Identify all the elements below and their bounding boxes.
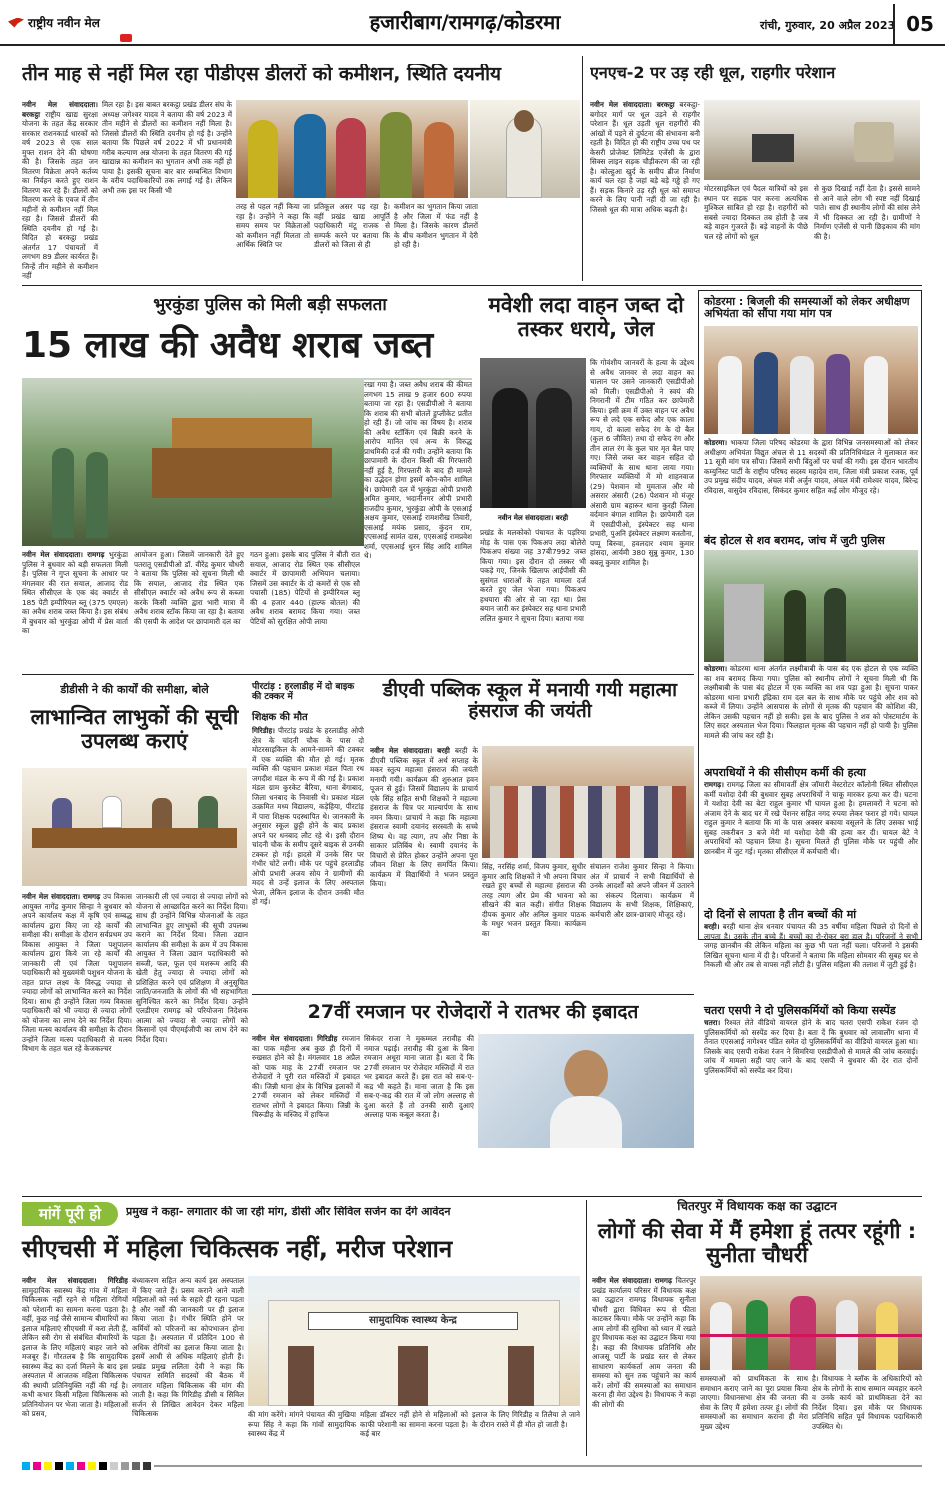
chatra-body xyxy=(704,1018,918,1096)
section-divider xyxy=(22,1196,922,1197)
ddc-dateline: नवीन मेल संवाददाता। xyxy=(22,892,81,901)
registration-swatch xyxy=(99,1462,107,1470)
dav-place: बरही xyxy=(437,746,450,755)
sunita-col1-text: चितरपुर प्रखंड कार्यालय परिसर में विधायक कक्ष का उद्घाटन रामगढ़ विधायक सुनीता चौधरी द्वारा विधिवत रूप से फीता काटकर किया। मौके पर उन्होंने कहा कि आम लोगों की सुविधा को ध्यान में रखते हुए विधायक कक्ष का उद्घाटन किया गया है। कहा की विधायक प्रतिनिधि और आजसू पार्टी के प्रखंड स्तर से लेकर साधारण कार्यकर्ता आम जनता की समस्या को सुन तक पहुंचाने का कार्य करें। लोगों की समस्याओं का समाधान करना ही मेरा उद्देश्य है। विधायक ने कहा की लोगों की xyxy=(592,1276,696,1409)
drowning-text: बरही थाना क्षेत्र धनवार पंचायत की 35 वर्षीया महिला पिछले दो दिनों से लापता है। उसके तीन बच्चे हैं। बच्चों का रो-रोकर बुरा हाल है। परिजनों ने सभी जगह छानबीन की लेकिन महिला का कुछ भी पता नहीं चला। परिजनों ने इसकी लिखित सूचना थाना में दी है। परिजनों ने बताया कि महिला सोमवार की सुबह घर से निकली थी और तब से वापस नहीं लौटी है। पुलिस महिला की तलाश में जुटी हुई है। xyxy=(704,922,918,969)
registration-swatch xyxy=(33,1462,41,1470)
masthead xyxy=(8,14,100,31)
ddc-col1-text: उप विकास आयुक्त नागेंद्र कुमार सिन्हा ने बुधवार को अपने कार्यालय कक्ष में कृषि एवं सम्बद्ध कार्यालय द्वारा किए जा रहे कार्यों की समीक्षा की। समीक्षा के दौरान सर्वप्रथम उप विकास आयुक्त ने जिला पशुपालन कार्यालय द्वारा किये जा रहे कार्यों की जानकारी ली एवं जिला पशुपालन पदाधिकारी को मुख्यमंत्री पशुधन योजना के तहत प्राप्त लक्ष्य के विरुद्ध ज्यादा से ज्यादा लोगों को लाभान्वित करने का निर्देश दिया। साथ ही उन्होंने जिला गव्य विकास पदाधिकारी को भी ज्यादा से ज्यादा लोगों को योजना का लाभ देने का निर्देश दिया। जिला मत्स्य कार्यालय की समीक्षा के दौरान उन्होंने जिला मत्स्य पदाधिकारी से मत्स्य विभाग के तहत चल रहे केजकल्चर xyxy=(22,892,132,1053)
section-divider xyxy=(22,674,694,675)
dav-col1-text: बरही के डीएवी पब्लिक स्कूल में अर्थ सप्ताह के मकर स्तुत्य महात्मा हंसराज की जयंती मनायी गयी। कार्यक्रम की शुरुआत हवन पूजन से हुई। जिसमें विद्यालय के प्राचार्य एके सिंह सहित सभी शिक्षकों ने महात्मा हंसराज के चित्र पर माल्यार्पण के साथ नमन किया। प्राचार्य ने कहा कि महात्मा हंसराज स्वामी दयानंद सरस्वती के सच्चे शिष्य थे। वह त्याग, तप और निष्ठा के साकार प्रतिबिंब थे। स्वामी दयानंद के विचारों से प्रेरित होकर उन्होंने अपना पूरा जीवन शिक्षा के लिए समर्पित किया। कार्यक्रम में विद्यार्थियों ने भजन प्रस्तुत किया। xyxy=(370,746,478,888)
sunita-kicker: चितरपुर में विधायक कक्ष का उद्घाटन xyxy=(677,1199,837,1213)
registration-swatch xyxy=(88,1462,96,1470)
nh2-headline: एनएच-2 पर उड़ रही धूल, राहगीर परेशान xyxy=(590,64,836,82)
chc-dateline: नवीन मेल संवाददाता। xyxy=(22,1276,97,1285)
koderma-power-dateline: कोडरमा। xyxy=(704,438,728,447)
ddc-kicker: डीडीसी ने की कार्यों की समीक्षा, बोले xyxy=(60,683,209,696)
chatra-text: रिश्वत लेते वीडियो वायरल होने के बाद चतरा एसपी राकेश रंजन दो पुलिसकर्मियों को सस्पेंड कर दिया है। बता दें कि बुधवार को लावालौंग थाना में तैनात एएसआई नागेश्वर पंडित समेत दो पुलिसकर्मियों का वीडियो वायरल हुआ था। जिसके बाद एसपी राकेश रंजन ने सिमरिया एसडीपीओ से मामले की जांच करवाई। जांच में मामला सही पाए जाने के बाद एसपी ने बुधवार की देर रात दोनों पुलिसकर्मियों को सस्पेंड कर दिया। xyxy=(704,1018,918,1075)
registration-swatch xyxy=(55,1462,63,1470)
pds-photo-women xyxy=(236,100,468,198)
bhurkunda-col1-text: भुरकुंडा पुलिस ने बुधवार को बड़ी सफलता मिली है। पुलिस ने गुप्त सूचना के आधार पर मंगलवार की रात सयाल, आजाद रोड स्थित सीसीएल के एक बंद क्वार्टर से 185 पेटी इम्पीरियल ब्लू (375 एमएल) का अवैध शराब जब्त किया है। इस संबंध में बुधवार को भुरकुंडा ओपी में प्रेस वार्ता का xyxy=(22,550,128,635)
ramzan-col1-text: रमजान का पाक महीना अब कुछ ही दिनों में रुखसत होने को है। मंगलवार 18 अप्रैल को पाक माह के 27वीं रमजान पर रोजेदारों ने पूरी रात मस्जिदों में इबादत की। जिन्नी थाना क्षेत्र के विभिन्न इलाकों में 27वीं रमजान को लेकर मस्जिदों में रातभर लोगों ने इबादत किया। जिन्नी के चिरूडीह के मस्जिद में हाफिज xyxy=(252,1034,360,1119)
pds-place: बरकट्ठा xyxy=(22,109,40,119)
registration-swatch xyxy=(44,1462,52,1470)
registration-swatch xyxy=(132,1462,140,1470)
nh2-col3: से कुछ दिखाई नहीं देता है। इससे सामने से आने वाले लोग भी स्पष्ट नहीं दिखाई पाते। साथ ही स्थानीय लोगों की सांस लेने में भी दिक्कत आ रही है। ग्रामीणों ने निर्माण एजेंसी से पानी छिड़काव की मांग की है। xyxy=(814,184,920,241)
ddc-photo-meeting xyxy=(22,768,247,886)
hotel-body-text: कोडरमा थाना अंतर्गत लक्ष्मीबाबी के पास बंद एक होटल से एक व्यक्ति का शव बरामद किया गया। पुलिस को स्थानीय लोगों ने सूचना मिली थी कि लक्ष्मीबाबी के पास बंद होटल में एक व्यक्ति का शव पड़ा हुआ है। सूचना पाकर कोडरमा थाना प्रभारी इंद्रिका राम दल बल के साथ मौके पर पहुंचे और शव को कब्जे में लिया। उन्होंने आसपास के लोगों से मृतक की पहचान की कोशिश की, लेकिन उसकी पहचान नहीं हो सकी। इस के बाद पुलिस ने शव को पोस्टमार्टम के लिए सदर अस्पताल भेज दिया। फिलहाल मृतक की पहचान नहीं हो पायी है। पुलिस मामले की जांच कर रही है। xyxy=(704,664,918,740)
bhurkunda-kicker: भुरकुंडा पुलिस को मिली बड़ी सफलता xyxy=(153,295,387,315)
registration-swatch xyxy=(121,1462,129,1470)
section-divider xyxy=(252,994,694,995)
ddc-col2: जानकारी ली एवं ज्यादा से ज्यादा लोगों को योजना से आच्छादित करने का निर्देश दिया। साथ ही उन्होंने विभिन्न योजनाओं के तहत लाभान्वित हुए लाभुकों की सूची उपलब्ध कराने का निर्देश दिया। जिला उद्यान कार्यालय की समीक्षा के क्रम में उप विकास आयुक्त ने जिला उद्यान पदाधिकारी को सब्जी, फल, फूल एवं मशरूम आदि की खेती हेतु ज्यादा से ज्यादा लोगों को प्रशिक्षित करने एवं प्रशिक्षण में अनुसूचित जाति/जनजाति के लोगों की भी सहभागिता सुनिश्चित करने का निर्देश दिया। उन्होंने एलडीएम रामगढ़ को परियोजना निदेशक आत्मा को ज्यादा से ज्यादा लोगों को किसानों एवं पीएमईजीपी का लाभ देने का निर्देश दिया। xyxy=(136,892,248,1044)
hotel-body-body xyxy=(704,664,918,764)
bhurkunda-col4: रखा गया है। जब्त अवैध शराब की कीमत लगभग 15 लाख 9 हजार 600 रुपया बताया जा रहा है। एसडीपीओ ने बताया कि शराब की सभी बोतलें डुप्लीकेट प्रतीत हो रही हैं। जो जांच का विषय है। शराब की अवैध स्टॉकिंग एवं बिक्री करने के आरोप मानित एवं अन्य के विरुद्ध प्राथमिकी दर्ज की गयी। उन्होंने बताया कि छापामारी के दौरान किसी की गिरफ्तारी नहीं हुई है, गिरफ्तारी के बाद ही मामले का उद्भेदन होगा इसमें कौन-कौन शामिल थे। छापेमारी दल में भुरकुंडा ओपी प्रभारी अमित कुमार, भदानीनगर ओपी प्रभारी राजदीप कुमार, भुरकुंडा ओपी के एसआई अक्षय कुमार, एसआई रामशरीख तिवारी, एसआई मयंक प्रसाद, कुंदन राम, एएसआई सामंत दास, एएसआई रामप्रवेश शर्मा, एएसआई धुरन सिंह आदि शामिल थे। xyxy=(364,380,472,668)
bhurkunda-col1 xyxy=(22,550,128,668)
pds-col2: मिल रहा है। इस बाबत बरकट्ठा प्रखंड डीलर संघ के अध्यक्ष जगेश्वर यादव ने बताया की वर्ष 2023 में तीन महीने से डीलरों का कमीशन नहीं मिला है। जिससे डीलरों की स्थिति दयनीय हो गई है। उन्होंने बताया कि पिछले वर्ष 2022 में भी प्रधानमंत्री गरीब कल्याण अन्न योजना के तहत वितरण की गई खाद्यान्न का कमीशन का भुगतान अभी तक नहीं हो पाया है। इसकी सूचना बार बार सम्बन्धित विभाग के वरीय पदाधिकारियों तक लगाई गई है। लेकिन अभी तक इस पर किसी भी xyxy=(102,100,232,195)
chc-col5: इलाज के लिए गिरिडीह व तिलैया ले जाने के दौरान रास्ते में ही मौत हो जाती है। xyxy=(472,1410,580,1429)
dav-dateline: नवीन मेल संवाददाता। xyxy=(370,746,433,755)
dav-headline: डीएवी पब्लिक स्कूल में मनायी गयी महात्मा हंसराज की जयंती xyxy=(382,679,678,723)
issue-dateline: रांची, गुरुवार, 20 अप्रैल 2023 xyxy=(760,19,896,32)
smugglers-headline: मवेशी लदा वाहन जब्त दो तस्कर धराये, जेल xyxy=(488,293,684,341)
pds-col4: प्रतिकूल असर पड़ रहा है। वहीं प्रखंड खाद्य आपूर्ति पदाधिकारी मंटू राजक से सम्पर्क करने पर बताया कि डीलरों को जिला से ही xyxy=(314,202,390,249)
chatra-headline: चतरा एसपी ने दो पुलिसकर्मियों को किया सस्पेंड xyxy=(704,1004,896,1017)
sunita-place: रामगढ़ xyxy=(654,1276,672,1285)
pirtand-kicker: पीरटांड़ : हरलाडीह में दो बाइक की टक्कर में xyxy=(252,682,355,703)
chc-col4: महिला डॉक्टर नहीं होने से महिलाओं को काफी परेशानी का सामना करना पड़ता है। कई बार xyxy=(360,1410,468,1438)
pirtand-text: पीरटांड़ प्रखंड के हरलाडीह ओपी क्षेत्र के चांदनी चौक के पास दो मोटरसाइकिल के आमने-सामने की टक्कर में एक व्यक्ति की मौत हो गई। मृतक व्यक्ति की पहचान प्रकाश मंडल पिता रथ जगदीश मंडल के रूप में की गई है। प्रकाश मंडल ग्राम कुरकेट बैरिया, थाना बेंगाबाद, जिला धनबाद के निवासी थे। प्रकाश मंडल उत्क्रमित मध्य विद्यालय, कड़ेहिया, पीरटांड़ में पारा शिक्षक पदस्थापित थे। जानकारी के अनुसार स्कूल छुट्टी होने के बाद प्रकाश अपने घर धनबाद लौट रहे थे। इसी दौरान चांदनी चौक के समीप दूसरे बाइक से उनकी टक्कर हो गई। हादसे में उनके सिर पर गंभीर चोटें लगी। मौके पर पहुंचे हरलाडीह ओपी प्रभारी अजय सोय ने ग्रामीणों की मदद से उन्हें इलाज के लिए अस्पताल भेजा, लेकिन इलाज के दौरान उनकी मौत हो गई। xyxy=(252,726,364,906)
column-divider xyxy=(586,1200,587,1456)
ccl-murder-dateline: रामगढ़। xyxy=(704,780,724,789)
nh2-place: बरकट्ठा xyxy=(656,100,675,109)
ramzan-place: गिरिडीह xyxy=(317,1034,338,1043)
pds-photo-dealer xyxy=(470,100,580,198)
ramzan-headline: 27वीं रमजान पर रोजेदारों ने रातभर की इबादत xyxy=(307,1001,639,1023)
pirtand-headline: शिक्षक की मौत xyxy=(252,712,308,723)
ramzan-dateline: नवीन मेल संवाददाता। xyxy=(252,1034,313,1043)
section-title: हजारीबाग/रामगढ़/कोडरमा xyxy=(369,10,561,34)
sunita-photo-ribbon-cutting xyxy=(700,1276,922,1370)
sunita-col1 xyxy=(592,1276,696,1454)
hotel-body-photo xyxy=(704,550,918,662)
pencil-icon xyxy=(120,34,132,42)
chc-place: गिरिडीह xyxy=(107,1276,128,1285)
pirtand-dateline: गिरिडीह। xyxy=(252,726,275,735)
drowning-headline: दो दिनों से लापता है तीन बच्चों की मां xyxy=(704,908,857,921)
dav-col1 xyxy=(370,746,478,990)
chc-kicker: प्रमुख ने कहा- लगातार की जा रही मांग, डीसी और सिविल सर्जन का देंगे आवेदन xyxy=(126,1206,451,1218)
hotel-body-dateline: कोडरमा। xyxy=(704,664,728,673)
ramzan-col1 xyxy=(252,1034,360,1192)
bhurkunda-dateline: नवीन मेल संवाददाता। xyxy=(22,550,83,559)
pds-dateline: नवीन मेल संवाददाता। xyxy=(22,100,98,109)
nh2-col1-text: बरकट्ठा-बगोदर मार्ग पर धूल उड़ने से राहगीर परेशान हैं। धूल उड़ती धूल राहगीरों की आंखों में पड़ने से दुर्घटना की संभावना बनी रहती है। विदित हो की राष्ट्रीय उच्च पथ पर केसरी प्रोजेक्ट लिमिटेड एजेंसी के द्वारा सिक्स लाइन सड़क चौड़ीकरण की जा रही है। कोल्हुआ खुर्द के समीप ब्रीज निर्माण कार्य चल रहा है जहां बड़े बड़े गड्ढे हो गए हैं। सड़क किनारे उड़ रही धूल को समाप्त करने के लिए पानी नहीं दी जा रही है। जिससे धूल की मात्रा अधिक बढ़ती है। xyxy=(590,100,700,214)
chc-col2: बंध्याकरण सहित अन्य कार्य इस अस्पताल में किए जाते हैं। प्रसव कराने आने वाली महिलाओं को नर्स के सहारे ही रहना पड़ता है और नर्सों की जानकारी पर ही इलाज किया जाता है। गंभीर स्थिति होने पर कर्मियों को परिजनों का कोपभाजन होना पड़ता है। अस्पताल में प्रतिदिन 100 से अधिक रोगियों का इलाज किया जाता है। इसमें आधी से अधिक महिलाएं होती हैं। प्रखंड प्रमुख ललिता देवी ने कहा कि पंचायत समिति सदस्यों की बैठक में लगातार महिला चिकित्सक की मांग की जाती है। कहा कि गिरिडीह डीसी व सिविल सर्जन से लिखित आवेदन देकर महिला चिकित्सक xyxy=(132,1276,244,1418)
ramzan-photo-portrait xyxy=(478,1034,694,1148)
ddc-headline: लाभान्वित लाभुकों की सूची उपलब्ध कराएं xyxy=(30,705,239,753)
page-number: 05 xyxy=(893,4,945,44)
registration-line xyxy=(154,1465,922,1467)
smugglers-photo-accused xyxy=(480,358,586,508)
dav-photo-teachers xyxy=(482,746,694,858)
nh2-dateline: नवीन मेल संवाददाता। xyxy=(590,100,652,109)
bhurkunda-place: रामगढ़ xyxy=(87,550,105,559)
registration-swatch xyxy=(66,1462,74,1470)
pds-col1-text: राष्ट्रीय खाद्य सुरक्षा योजना के तहत केंद्र सरकार सरकार राशनकार्ड धारकों को वर्ष 2023 से एक साल मुफ्त राशन देने की घोषणा की है। जिसके तहत जन वितरण विक्रेता अपने कर्तव्य का निर्वहन करते हुए राशन वितरण कर रहे हैं। डीलरों को वितरण करने के एवज में तीन महीनों से कमीशन नहीं मिल रहा है। जिससे डीलरों की स्थिति दयनीय हो गई है। विदित हो बरकट्ठा प्रखंड अंतर्गत 17 पंचायतों में लगभग 89 डीलर कार्यरत हैं। जिन्हें तीन महीने से कमीशन नहीं xyxy=(22,109,98,280)
bird-logo-icon xyxy=(8,18,24,28)
smugglers-col1: प्रखंड के मलकोको पंचायत के पड़रिया मोड़ के पास एक पिकअप लदा बोलेरो पिकअप संख्या जह 37बी7992 जब्त किया गया। इस दौरान दो तस्कर भी पकड़े गए, जिनके खिलाफ आईपीसी की सुसंगत धाराओं के तहत मामला दर्ज करते हुए जेल भेजा गया। पिकअप हथयारा की ओर से जा रहा था। प्रेस बयान जारी कर इंस्पेक्टर सह थाना प्रभारी ललित कुमार ने सूचना दिया। बताया गया xyxy=(480,528,586,623)
chc-col1-text: सामुदायिक स्वास्थ्य केंद्र गांव में महिला चिकित्सक नहीं रहने से महिला रोगियों को परेशानी का सामना करना पड़ता है। वहीं, कुछ नाई जैसे सामान्य बीमारियों का इलाज महिलाएं सीएचसी में करा लेती हैं, लेकिन स्त्री रोग से संबंधित बीमारियों के इलाज के लिए महिलाएं बाहर जाने को मजबूर हैं। गौरतलब है कि सामुदायिक स्वास्थ्य केंद्र का दर्जा मिलने के बाद इस अस्पताल में आजतक महिला चिकित्सक की स्थायी प्रतिनियुक्ति नहीं की गई है। कभी कभार किसी महिला चिकित्सक को प्रतिनियोजन पर भेजा जाता है। महिलाओं को प्रसव, xyxy=(22,1285,128,1418)
smugglers-col2: कि गोवंशीय जानवरों के हत्या के उद्देश्य से अवैध जानवर से लदा वाहन का चालान पर उसने जानकारी एसडीपीओ को मिली। एसडीपीओ ने स्वयं की निगरानी में टीम गठित कर छापेमारी किया। इसी क्रम में उक्त वाहन पर अवैध रूप से लदे एक सफेद और एक काला गाय, दो काला सफेद रंग के दो बैल (कुल 6 जीवित) तथा दो सफेद रंग और तीन लाल रंग के कुल चार मृत बैल पाए गए। जिसे जब्त कर वाहन सहित दो व्यक्तियों के साथ थाना लाया गया। गिरफ्तार व्यक्तियों में मो शाहनवाज (29) पेशवान मो मुमताज और मो असरार अंसारी (26) पेशवान मो मंजूर अंसारी ग्राम बहारूर थाना कुरही जिला वर्दमान बंगाल शामिल है। छापेमारी दल में एसडीपीओ, इंस्पेक्टर सह थाना प्रभारी, पुअनि इंस्पेक्टर लक्ष्मण कस्तौना, पप्पू बिरुवा, हवलदार श्याम कुमार हांसदा, आर्यमी 380 सुन्नु कुमार, 130 बबलू कुमार शामिल है। xyxy=(590,358,694,567)
registration-swatch xyxy=(143,1462,151,1470)
smugglers-caption: नवीन मेल संवाददाता। बरही xyxy=(497,514,569,522)
ccl-murder-text: रामगढ़ जिला का सीमावर्ती क्षेत्र जॉमारी वेस्टरोटर कॉलोनी स्थित सीसीएल कर्मी यशोदा देवी की बुधवार सुबह अपराधियों ने चाकू मारकर हत्या कर दी। घटना में यशोदा देवी का बेटा राहुल कुमार भी घायल हुआ है। हमलावरों ने घटना को अंजाम देने के बाद घर में रखे पेंशनर सहित नगद रुपया लेकर फरार हो गये। घायल राहुल कुमार ने बताया कि मां के पास अक्सर बकाया वसूलने के लिए उसका भाई सुबह तकरीबन 3 बजे मेरी मां यशोदा देवी की हत्या कर दी। घायल बेटे ने अपराधियों को पहचान लिया है। सूचना मिलते ही पुलिस मौके पर पहुंची और छानबीन में जुट गई। मृतका सीसीएल में कर्मचारी थी। xyxy=(704,780,918,856)
masthead-title: राष्ट्रीय नवीन मेल xyxy=(28,16,100,30)
section-divider xyxy=(22,285,922,286)
sunita-dateline: नवीन मेल संवाददाता। xyxy=(592,1276,652,1285)
hotel-body-headline: बंद होटल से शव बरामद, जांच में जुटी पुलिस xyxy=(704,534,885,547)
nh2-col1 xyxy=(590,100,700,280)
chc-col3: की मांग करेंगे। मांगने पंचायत की मुखिया रूपा सिंह ने कहा कि गांवों सामुदायिक स्वास्थ्य केंद्र में xyxy=(248,1410,356,1438)
drowning-body xyxy=(704,922,918,1002)
pirtand-body xyxy=(252,726,364,990)
chc-tag: मांगें पूरी हो xyxy=(22,1202,118,1226)
sunita-col2: समस्याओं को प्राथमिकता के साथ समाधान कराए जाने का पूरा प्रयास किया जाएगा। विधानसभा क्षेत्र की जनता की सेवा के लिए मैं हमेशा तत्पर हूं। लोगों की समस्याओं का समाधान कराना ही मेरा मुख्य उद्देश्य xyxy=(700,1374,808,1431)
registration-swatch xyxy=(77,1462,85,1470)
drowning-dateline: बरही। xyxy=(704,922,720,931)
koderma-power-photo xyxy=(704,326,918,434)
bhurkunda-col3: गठन हुआ। इसके बाद पुलिस ने बीती रात सयाल, आजाद रोड स्थित एक सीसीएल क्वार्टर में छापामारी अभियान चलाया। जिसमें उस क्वार्टर के दो कमरों से एक सौ पचासी (185) पेटियों से इम्पीरियल ब्लू की 4 हजार 440 (हाल्फ बोतल) की अवैध शराब बरामद किया गया। जब्त पेटियों को सुरक्षित ओपी लाया xyxy=(250,550,360,626)
ddc-place: रामगढ़ xyxy=(82,892,101,901)
ccl-murder-body xyxy=(704,780,918,908)
koderma-power-headline: कोडरमा : बिजली की समस्याओं को लेकर अधीक्षण अभियंता को सौंपा गया मांग पत्र xyxy=(704,295,910,321)
pds-headline: तीन माह से नहीं मिल रहा पीडीएस डीलरों को कमीशन, स्थिति दयनीय xyxy=(22,64,502,85)
bhurkunda-col2: आयोजन हुआ। जिसमें जानकारी देते हुए पतरातू एसडीपीओ डॉ. वीरेंद्र कुमार चौधरी ने बताया कि पुलिस को सूचना मिली थी कि सयाल, आजाद रोड स्थित एक सीसीएल क्वार्टर को अवैध रूप से कब्जा करके किसी व्यक्ति द्वारा भारी मात्रा में अवैध शराब स्टॉक किया जा रहा है। बताया की एसपी के आदेश पर छापामारी दल का xyxy=(134,550,244,626)
pds-col5: कमीशन का भुगतान किया जाता है और जिला में फंड नहीं है मिला है। जिसके कारण डीलरों के बीच कमीशन भुगतान में देरी हो रही है। xyxy=(394,202,478,249)
ddc-col1 xyxy=(22,892,132,1192)
chatra-dateline: चतरा। xyxy=(704,1018,721,1027)
chc-col1 xyxy=(22,1276,128,1454)
nh2-photo-dusty-road xyxy=(704,100,920,180)
chc-photo-building xyxy=(248,1276,580,1406)
koderma-power-text: भाकपा जिला परिषद कोडरमा के द्वारा विभिन्न जनसमस्याओं को लेकर अधीक्षण अभियंता विद्युत अंचल से 11 सदस्यों की प्रतिनिधिमंडल ने मुलाकात कर 11 सूत्री मांग पत्र सौंपा। जिसमें सभी बिंदुओं पर चर्चा की गयी। इस दौरान भारतीय कम्युनिस्ट पार्टी के राष्ट्रीय परिषद सदस्य महादेव राम, जिला मंत्री प्रकाश रजक, पूर्व उप प्रमुख संदीप यादव, अंचल मंत्री अर्जुन यादव, अंचल मंत्री रामेश्वर यादव, बिरेन्द्र रविदास, वासुदेव रविदास, सिकंदर कुमार सहित कई लोग मौजूद रहे। xyxy=(704,438,918,495)
bhurkunda-headline: 15 लाख की अवैध शराब जब्त xyxy=(22,325,434,366)
koderma-power-body xyxy=(704,438,918,532)
ccl-murder-headline: अपराधियों ने की सीसीएम कर्मी की हत्या xyxy=(704,766,866,779)
pds-col1 xyxy=(22,100,98,280)
registration-swatch xyxy=(110,1462,118,1470)
color-registration-bar xyxy=(22,1460,922,1472)
chc-building-sign: सामुदायिक स्वास्थ्य केन्द्र xyxy=(308,1312,518,1330)
ramzan-col2: सिकंदर राजा ने मुकम्मल तरावीह की नमाज पढ़ाई। तरावीह की दुआ के बिना रमजान अधूरा माना जाता है। बता दें कि 27वीं रमजान पर रोजेदार मस्जिदों में रात भर इबादत करते हैं। इस रात को सब-ए-कद्र भी कहते हैं। माना जाता है कि इस सब-ए-कद्र की रात में जो लोग अल्लाह से दुआ करते हैं तो उनकी सारी दुआएं अल्लाह पाक कबूल करता है। xyxy=(364,1034,474,1119)
column-divider xyxy=(582,56,583,281)
dav-col3: संचालन राजेश कुमार सिन्हा ने किया। अंत में प्राचार्य ने सभी विद्यार्थियों से उनके आदर्शों को अपने जीवन में उतारने का संकल्प दिलाया। कार्यक्रम में विद्यालय के सभी शिक्षक, शिक्षिकाएं, कर्मचारी और छात्र-छात्राएं मौजूद रहे। xyxy=(590,862,694,919)
sunita-col3: है। विधायक ने ब्लॉक के अधिकारियों को क्षेत्र के लोगों के साथ सम्मान व्यवहार करने व उनके कार्य को प्राथमिकता देने का निर्देश दिया। इस मौके पर विधायक प्रतिनिधि सहित पूर्व विधायक पदाधिकारी उपस्थित थे। xyxy=(812,1374,922,1431)
dav-col2: सिंह, नरसिंह शर्मा, विजय कुमार, सुधीर कुमार आदि शिक्षकों ने भी अपना विचार रखते हुए बच्चों से महात्मा हंसराज की तरह त्याग और प्रेम की भावना को सीखने की बात कही। संगीत शिक्षक दीपक कुमार और अनिल कुमार पाठक के मधुर भजन प्रस्तुत किया। कार्यक्रम का xyxy=(482,862,586,938)
pds-col3: तरह से पहल नहीं किया जा रहा है। उन्होंने ने कहा कि समय समय पर विक्रेताओं को कमीशन नहीं मिलता तो आर्थिक स्थिति पर xyxy=(236,202,310,249)
registration-swatch xyxy=(22,1462,30,1470)
sunita-headline: लोगों की सेवा में मैं हमेशा हूं तत्पर रहूंगी : सुनीता चौधरी xyxy=(597,1219,917,1267)
chc-headline: सीएचसी में महिला चिकित्सक नहीं, मरीज परेशान xyxy=(22,1235,453,1263)
nh2-col2: मोटरसाइकिल एवं पैदल यात्रियों को इस स्थान पर सड़क पार करना अत्यधिक मुश्किल साबित हो रहा है। राहगीरों को सबसे ज्यादा दिक्कत तब होती है जब बड़े वाहन गुजरते हैं। बड़े वाहनों के पीछे चल रहे लोगों को धूल xyxy=(704,184,808,241)
